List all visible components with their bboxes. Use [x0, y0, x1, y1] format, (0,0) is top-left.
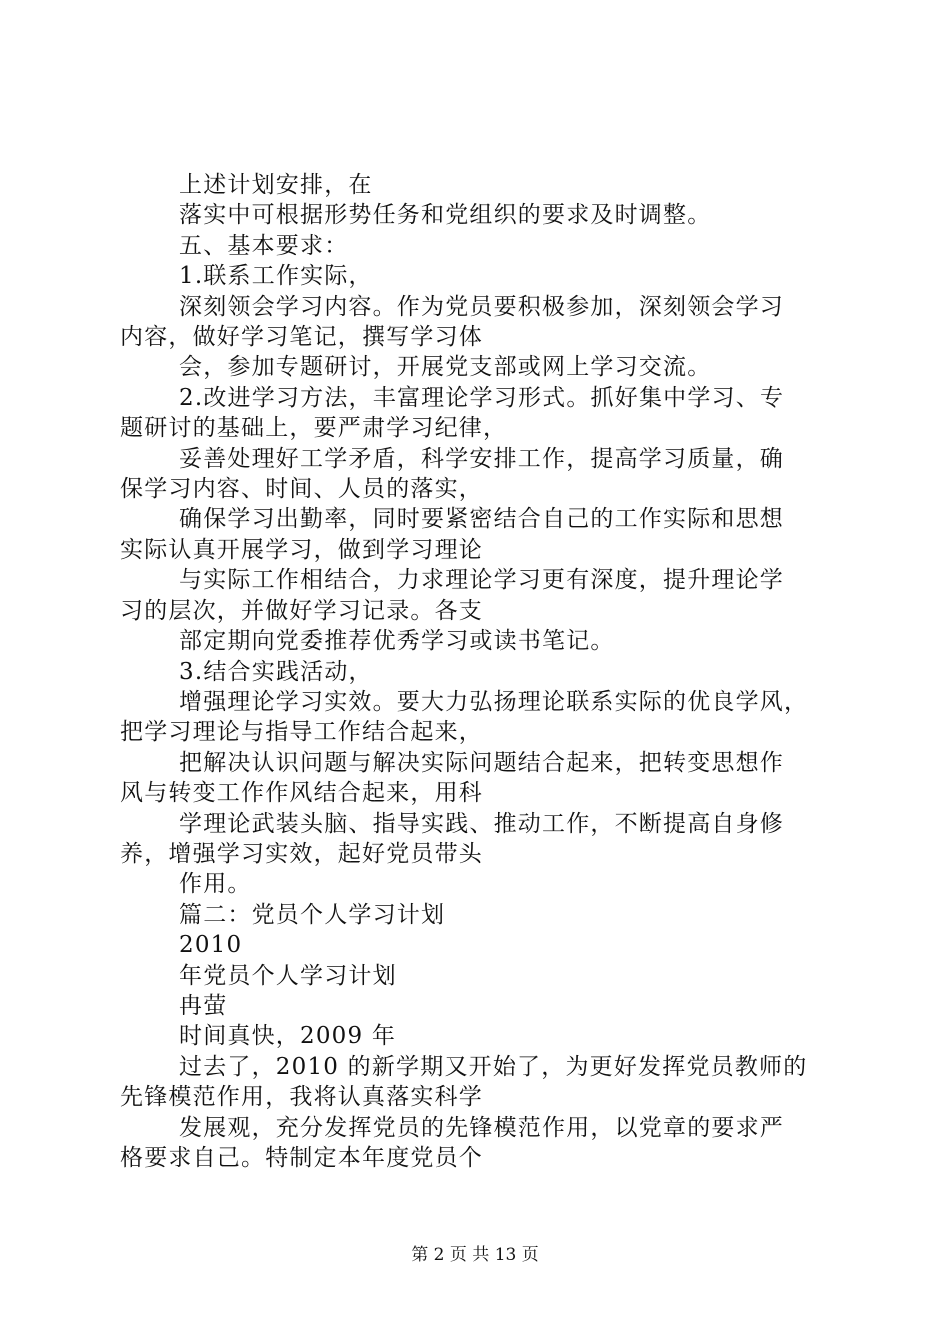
- text-line: 1.联系工作实际，: [179, 263, 373, 290]
- text-line: 格要求自己。特制定本年度党员个: [120, 1145, 483, 1171]
- text-line: 习的层次，并做好学习记录。各支: [120, 597, 483, 624]
- text-line: 实际认真开展学习，做到学习理论: [120, 536, 483, 563]
- text-line: 年党员个人学习计划: [179, 962, 397, 989]
- page-footer: 第 2 页 共 13 页: [411, 1245, 539, 1265]
- text-line: 先锋模范作用，我将认真落实科学: [120, 1084, 483, 1111]
- text-line: 部定期向党委推荐优秀学习或读书笔记。: [179, 628, 615, 655]
- text-line: 养，增强学习实效，起好党员带头: [120, 840, 483, 867]
- text-line: 上述计划安排，在: [179, 172, 373, 198]
- text-line: 时间真快，2009 年: [179, 1023, 397, 1050]
- text-line: 3.结合实践活动，: [179, 658, 373, 685]
- text-line: 学理论武装头脑、指导实践、推动工作，不断提高自身修: [179, 810, 784, 837]
- text-line: 五、基本要求：: [179, 232, 349, 259]
- text-line: 深刻领会学习内容。作为党员要积极参加，深刻领会学习: [179, 293, 784, 320]
- text-line: 内容，做好学习笔记，撰写学习体: [120, 324, 483, 351]
- text-line: 题研讨的基础上，要严肃学习纪律，: [120, 415, 508, 442]
- text-line: 2.改进学习方法，丰富理论学习形式。抓好集中学习、专: [179, 384, 785, 411]
- text-line: 把学习理论与指导工作结合起来，: [120, 719, 483, 746]
- text-line: 落实中可根据形势任务和党组织的要求及时调整。: [179, 202, 712, 229]
- text-line: 妥善处理好工学矛盾，科学安排工作，提高学习质量，确: [179, 445, 784, 472]
- text-line: 发展观，充分发挥党员的先锋模范作用，以党章的要求严: [179, 1114, 784, 1141]
- text-line: 冉萤: [179, 992, 228, 1019]
- text-line: 过去了，2010 的新学期又开始了，为更好发挥党员教师的: [179, 1053, 808, 1080]
- text-line: 风与转变工作作风结合起来，用科: [120, 780, 483, 807]
- document-body: [120, 170, 840, 1173]
- text-line: 把解决认识问题与解决实际问题结合起来，把转变思想作: [179, 749, 784, 776]
- text-line: 篇二：党员个人学习计划: [179, 901, 446, 928]
- text-line: 会，参加专题研讨，开展党支部或网上学习交流。: [179, 354, 712, 381]
- text-line: 2010: [179, 932, 243, 959]
- text-line: 与实际工作相结合，力求理论学习更有深度，提升理论学: [179, 567, 784, 594]
- text-line: 确保学习出勤率，同时要紧密结合自己的工作实际和思想: [179, 506, 784, 533]
- text-line: 增强理论学习实效。要大力弘扬理论联系实际的优良学风，: [179, 688, 809, 715]
- text-line: 保学习内容、时间、人员的落实，: [120, 476, 483, 503]
- text-line: 作用。: [179, 871, 252, 898]
